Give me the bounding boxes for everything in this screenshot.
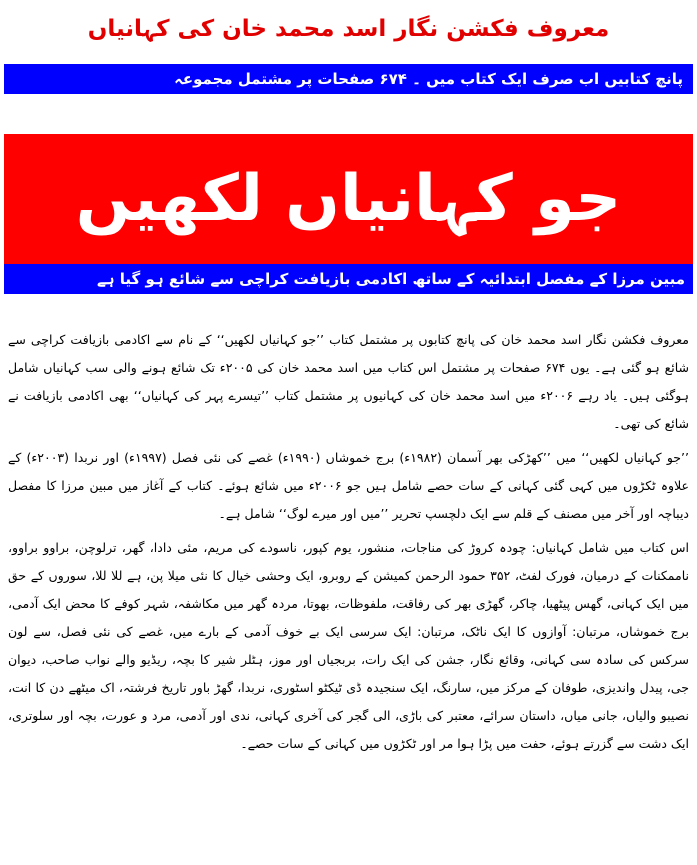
book-title: جو کہانیاں لکھیں (75, 162, 622, 236)
article-paragraph: اس کتاب میں شامل کہانیاں: چودہ کروڑ کی مناجات، منشور، یوم کپور، ناسودے کی مریم، مئی دادا، گھر، ترلوچن، براوو براوو، ناممکنات کے درمیان، فورک لفٹ، ۳۵۲ حمود الرحمن کمیشن کے روبرو، ایک وحشی خیال کا نئی میلا پن، ہے للا للا، سوروں کے حق میں ایک کہانی، گھس پیٹھیا، چاکر، گھڑی بھر کی رفاقت، ملفوظات، بھوتا، مردہ گھر میں مکاشفہ، شہر کوفے کا محض ایک آدمی، برج خموشاں، مرتبان: آوازوں کا ایک ناٹک، مرتبان: ایک سرسی ایک بے خوف آدمی کے بارے میں، غصے کی نئی فصل، سے لون سرکس کی سادہ سی کہانی، وقائع نگار، جشن کی ایک رات، بربجیاں اور موز، ہٹلر شیر کا بچہ، ریڈیو والے نواب صاحب، دیوان جی، پیدل واندیزی، طوفان کے مرکز میں، سارنگ، ایک سنجیدہ ڈی ٹیکٹو اسٹوری، نربدا، گھڑ باور تاریخ فرشتہ، اک میٹھے دن کا انت، نصیبو والیاں، جانی میاں، داستان سرائے، معتبر کی باڑی، الی گجر کی آخری کہانی، ندی اور آدمی، مرد و عورت، بچہ اور سلوتری، ایک دشت سے گزرتے ہوئے، حفت میں پڑا ہوا مر اور ٹکڑوں میں کہانی کے سات حصے۔ (8, 540, 689, 751)
subtitle-text: پانچ کتابیں اب صرف ایک کتاب میں ۔ ۶۷۴ صفحات پر مشتمل مجموعہ (174, 70, 683, 88)
announcement-text: مبین مرزا کے مفصل ابتدائیہ کے ساتھ اکادمی بازیافت کراچی سے شائع ہو گیا ہے (96, 270, 685, 288)
article-paragraph: معروف فکشن نگار اسد محمد خان کی پانچ کتابوں پر مشتمل کتاب ’’جو کہانیاں لکھیں‘‘ کے نام سے اکادمی بازیافت کراچی سے شائع ہو گئی ہے۔ یوں ۶۷۴ صفحات پر مشتمل اس کتاب میں اسد محمد خان کی ۲۰۰۵ء تک شائع ہونے والی سب کہانیاں شامل ہوگئی ہیں۔ یاد رہے ۲۰۰۶ء میں اسد محمد خان کی کہانیوں پر مشتمل کتاب ’’تیسرے پہر کی کہانیاں‘‘ بھی اکادمی بازیافت نے شائع کی تھی۔ (8, 332, 690, 431)
article-body (8, 326, 689, 758)
subtitle-bar (4, 64, 693, 94)
announcement-bar (4, 264, 693, 294)
article-paragraph: ’’جو کہانیاں لکھیں‘‘ میں ’’کھڑکی بھر آسمان (۱۹۸۲ء) برج خموشاں (۱۹۹۰ء) غصے کی نئی فصل (۱۹۹۷ء) اور نربدا (۲۰۰۳ء) کے علاوہ ٹکڑوں میں کہی گئی کہانی کے سات حصے شامل ہیں جو ۲۰۰۶ء میں شائع ہوئے۔ کتاب کے آغاز میں مبین مرزا کا مفصل دیباچہ اور آخر میں مصنف کے قلم سے ایک دلچسپ تحریر ’’میں اور میرے لوگ‘‘ شامل ہے۔ (8, 450, 689, 521)
page-title: معروف فکشن نگار اسد محمد خان کی کہانیاں (87, 16, 610, 42)
book-title-banner (4, 134, 693, 264)
